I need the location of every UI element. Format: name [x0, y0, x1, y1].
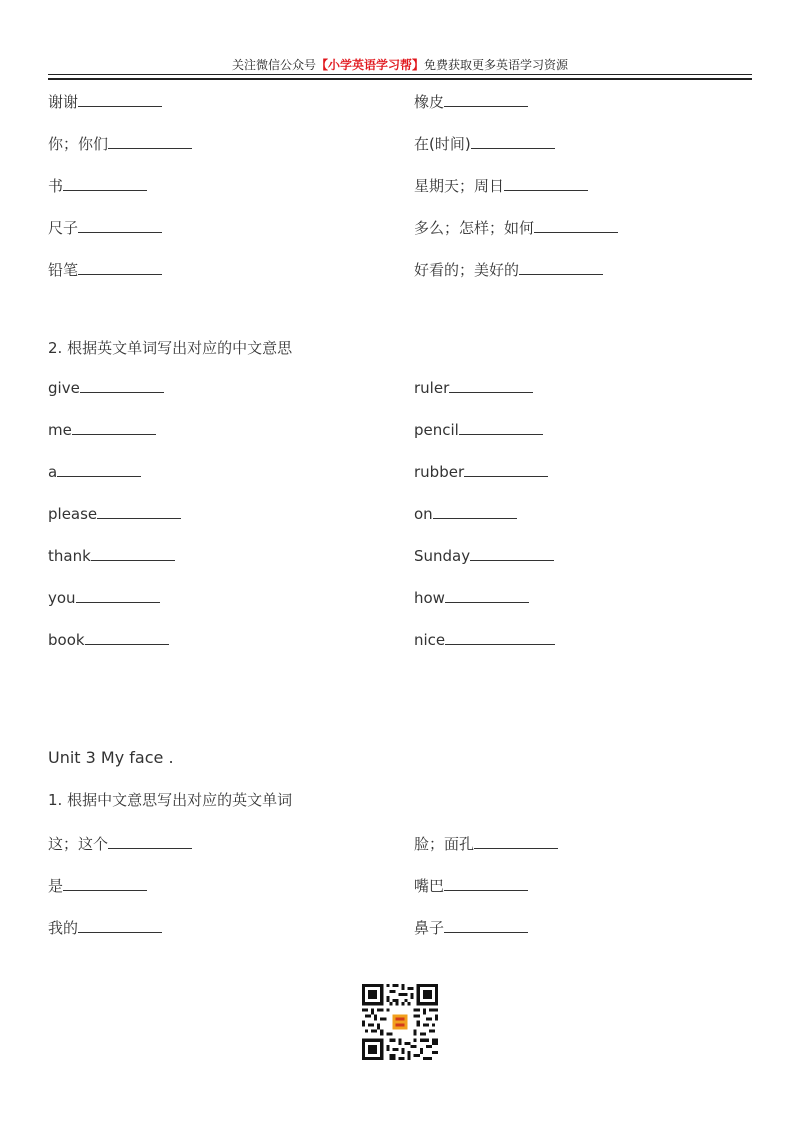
answer-blank[interactable]	[445, 588, 529, 603]
word-item: Sunday	[414, 546, 554, 566]
answer-blank[interactable]	[445, 630, 555, 645]
answer-blank[interactable]	[108, 134, 192, 149]
answer-blank[interactable]	[474, 834, 558, 849]
word-item: give	[48, 378, 164, 398]
word-item: ruler	[414, 378, 533, 398]
word-item: 书	[48, 176, 147, 196]
answer-blank[interactable]	[91, 546, 175, 561]
answer-blank[interactable]	[449, 378, 533, 393]
answer-blank[interactable]	[85, 630, 169, 645]
word-item: rubber	[414, 462, 548, 482]
word-item: 嘴巴	[414, 876, 528, 896]
word-item: 多么；怎样；如何	[414, 218, 618, 238]
word-item: 在(时间)	[414, 134, 555, 154]
answer-blank[interactable]	[444, 918, 528, 933]
answer-blank[interactable]	[78, 92, 162, 107]
answer-blank[interactable]	[72, 420, 156, 435]
answer-blank[interactable]	[76, 588, 160, 603]
word-item: please	[48, 504, 181, 524]
word-item: 我的	[48, 918, 162, 938]
answer-blank[interactable]	[534, 218, 618, 233]
header-text-pre: 关注微信公众号	[231, 58, 316, 72]
header-text-post: 免费获取更多英语学习资源	[424, 58, 569, 72]
answer-blank[interactable]	[78, 260, 162, 275]
header-rule-thick	[48, 78, 752, 80]
word-item: thank	[48, 546, 175, 566]
answer-blank[interactable]	[97, 504, 181, 519]
word-item: 好看的；美好的	[414, 260, 603, 280]
answer-blank[interactable]	[444, 876, 528, 891]
word-item: me	[48, 420, 156, 440]
qr-code-icon	[362, 984, 438, 1060]
word-item: you	[48, 588, 160, 608]
page-header	[0, 56, 800, 73]
unit-title: Unit 3 My face .	[48, 748, 174, 767]
answer-blank[interactable]	[78, 918, 162, 933]
answer-blank[interactable]	[464, 462, 548, 477]
word-item: 是	[48, 876, 147, 896]
section-heading: 1. 根据中文意思写出对应的英文单词	[48, 791, 293, 809]
answer-blank[interactable]	[80, 378, 164, 393]
word-item: 铅笔	[48, 260, 162, 280]
word-item: 星期天；周日	[414, 176, 588, 196]
word-item: 橡皮	[414, 92, 528, 112]
section-heading: 2. 根据英文单词写出对应的中文意思	[48, 339, 293, 357]
word-item: 你；你们	[48, 134, 192, 154]
answer-blank[interactable]	[63, 176, 147, 191]
answer-blank[interactable]	[470, 546, 554, 561]
word-item: book	[48, 630, 169, 650]
answer-blank[interactable]	[63, 876, 147, 891]
answer-blank[interactable]	[471, 134, 555, 149]
word-item: a	[48, 462, 141, 482]
answer-blank[interactable]	[519, 260, 603, 275]
word-item: 鼻子	[414, 918, 528, 938]
answer-blank[interactable]	[504, 176, 588, 191]
answer-blank[interactable]	[108, 834, 192, 849]
answer-blank[interactable]	[78, 218, 162, 233]
word-item: how	[414, 588, 529, 608]
word-item: 这；这个	[48, 834, 192, 854]
word-item: on	[414, 504, 517, 524]
word-item: 尺子	[48, 218, 162, 238]
word-item: 谢谢	[48, 92, 162, 112]
header-rule-thin	[48, 74, 752, 75]
answer-blank[interactable]	[433, 504, 517, 519]
word-item: nice	[414, 630, 555, 650]
answer-blank[interactable]	[459, 420, 543, 435]
answer-blank[interactable]	[57, 462, 141, 477]
header-highlight: 【小学英语学习帮】	[315, 58, 424, 72]
word-item: 脸；面孔	[414, 834, 558, 854]
answer-blank[interactable]	[444, 92, 528, 107]
word-item: pencil	[414, 420, 543, 440]
